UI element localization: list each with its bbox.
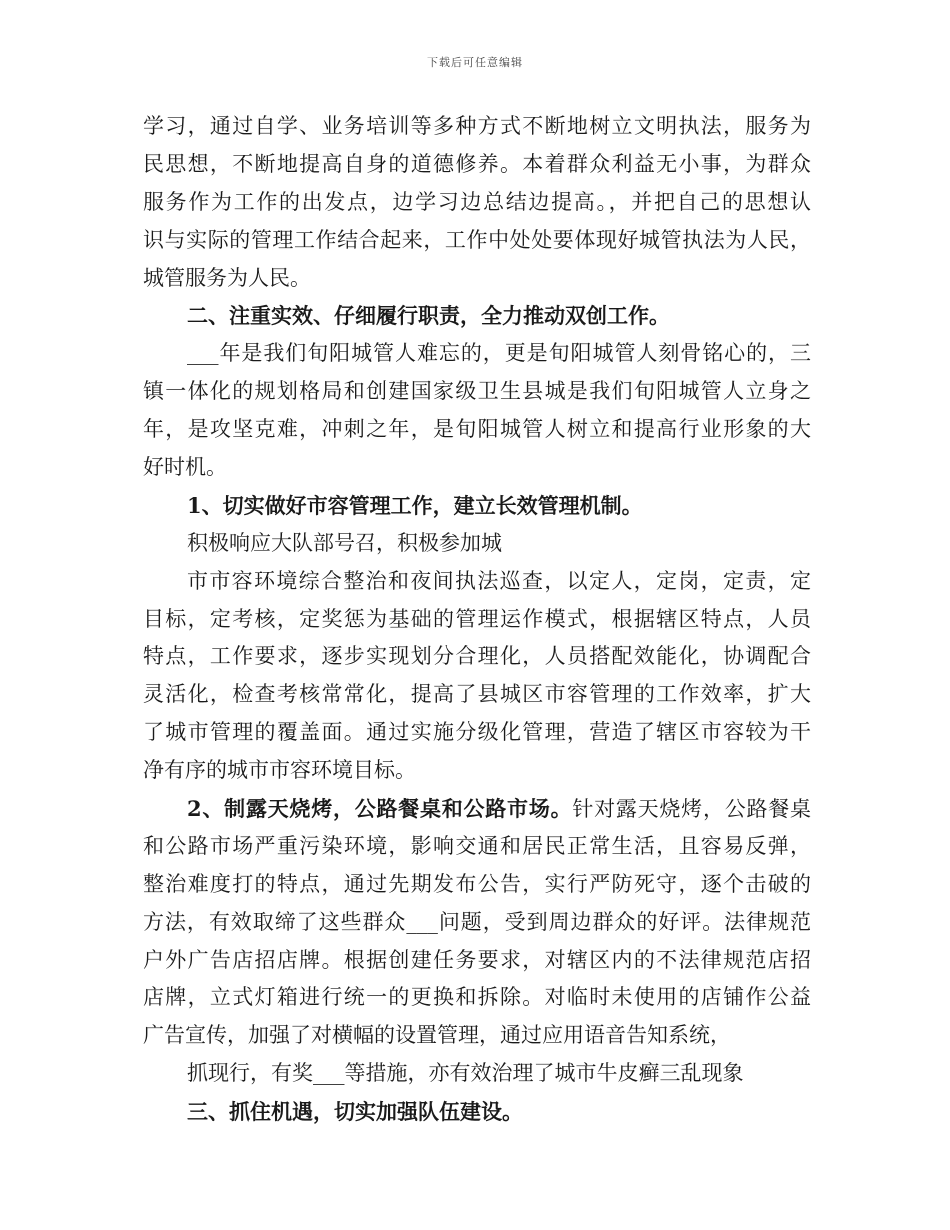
body-line: 城管服务为人民。 <box>143 265 311 290</box>
section-heading-2: 二、注重实效、仔细履行职责，全力推动双创工作。 <box>187 303 670 329</box>
body-line: 广告宣传，加强了对横幅的设置管理，通过应用语音告知系统， <box>143 1023 731 1048</box>
page-header-note: 下载后可任意编辑 <box>427 56 523 69</box>
body-line: 方法，有效取缔了这些群众___问题，受到周边群众的好评。法律规范 <box>143 909 811 934</box>
body-line: 民思想，不断地提高自身的道德修养。本着群众利益无小事，为群众 <box>143 151 811 176</box>
body-line: 特点，工作要求，逐步实现划分合理化，人员搭配效能化，协调配合 <box>143 644 811 669</box>
body-text: 针对露天烧烤，公路餐桌 <box>572 797 811 822</box>
body-line: 整治难度打的特点，通过先期发布公告，实行严防死守，逐个击破的 <box>143 871 811 896</box>
body-line: 了城市管理的覆盖面。通过实施分级化管理，营造了辖区市容较为干 <box>143 720 811 745</box>
body-line-with-subheading <box>143 790 811 828</box>
body-line: 店牌，立式灯箱进行统一的更换和拆除。对临时未使用的店铺作公益 <box>143 985 811 1010</box>
body-line: 积极响应大队部号召，积极参加城 <box>187 530 502 555</box>
body-line: 和公路市场严重污染环境，影响交通和居民正常生活，且容易反弹， <box>143 833 811 858</box>
body-line: 户外广告店招店牌。根据创建任务要求，对辖区内的不法律规范店招 <box>143 947 811 972</box>
body-line: 市市容环境综合整治和夜间执法巡查，以定人，定岗，定责，定 <box>187 568 811 593</box>
section-heading-3: 三、抓住机遇，切实加强队伍建设。 <box>187 1099 523 1125</box>
body-line: 镇一体化的规划格局和创建国家级卫生县城是我们旬阳城管人立身之 <box>143 379 811 404</box>
body-line: 识与实际的管理工作结合起来，工作中处处要体现好城管执法为人民， <box>143 227 811 252</box>
document-body <box>143 108 811 1131</box>
body-line: 好时机。 <box>143 455 227 480</box>
subheading-2: 2、制露天烧烤，公路餐桌和公路市场。 <box>187 796 573 822</box>
body-line: 年，是攻坚克难，冲刺之年，是旬阳城管人树立和提高行业形象的大 <box>143 417 811 442</box>
body-line: 服务作为工作的出发点，边学习边总结边提高。，并把自己的思想认 <box>143 189 811 214</box>
body-line: 灵活化，检查考核常常化，提高了县城区市容管理的工作效率，扩大 <box>143 682 811 707</box>
body-line: 净有序的城市市容环境目标。 <box>143 758 416 783</box>
subheading-1: 1、切实做好市容管理工作，建立长效管理机制。 <box>187 492 643 518</box>
body-line: 抓现行，有奖___等措施，亦有效治理了城市牛皮癣三乱现象 <box>187 1061 744 1086</box>
body-line: ___年是我们旬阳城管人难忘的，更是旬阳城管人刻骨铭心的，三 <box>187 341 811 366</box>
body-line: 学习，通过自学、业务培训等多种方式不断地树立文明执法，服务为 <box>143 114 811 138</box>
body-line: 目标，定考核，定奖惩为基础的管理运作模式，根据辖区特点，人员 <box>143 606 811 631</box>
